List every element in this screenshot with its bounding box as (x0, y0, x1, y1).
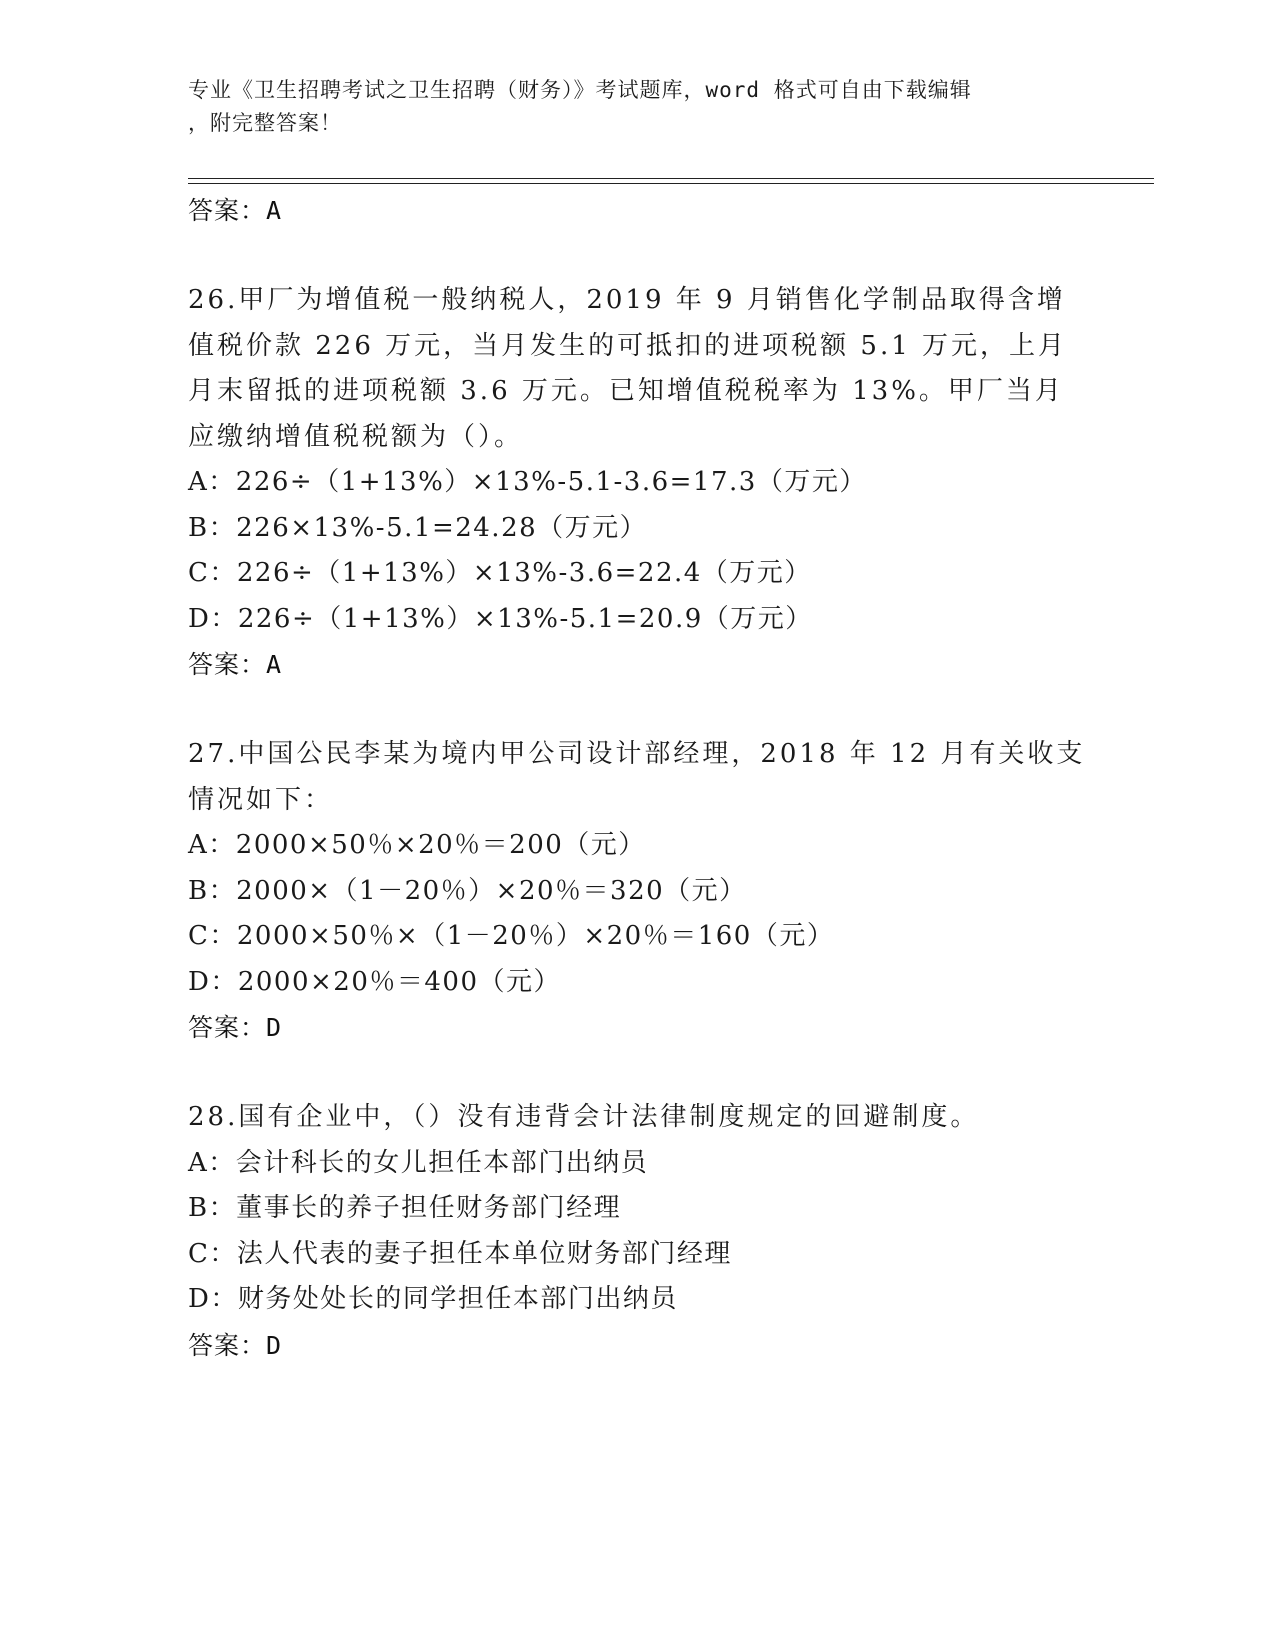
question-28 (188, 1095, 1088, 1369)
option-c: C：法人代表的妻子担任本单位财务部门经理 (188, 1238, 732, 1269)
answer-line: 答案：A (188, 650, 283, 679)
question-list (188, 188, 1088, 1369)
spacer (188, 688, 1088, 732)
option-a: A：2000×50％×20％＝200（元） (188, 830, 646, 860)
option-d: D：226÷（1+13%）×13%-5.1=20.9（万元） (188, 603, 813, 634)
question-text: 26.甲厂为增值税一般纳税人，2019 年 9 月销售化学制品取得含增值税价款 226 万元，当月发生的可抵扣的进项税额 5.1 万元，上月月末留抵的进项税额 3.6 万元。已知增值税税率为 13%。甲厂当月应缴纳增值税税额为（）。 (188, 285, 1068, 452)
answer-line: 答案：D (188, 1013, 283, 1042)
header-rule-top (188, 178, 1154, 179)
answer-line: 答案：D (188, 1330, 283, 1360)
header-rule-bottom (188, 183, 1154, 184)
option-b: B：226×13%-5.1=24.28（万元） (188, 512, 648, 543)
option-a: A：会计科长的女儿担任本部门出纳员 (188, 1147, 649, 1178)
header-line-1: 专业《卫生招聘考试之卫生招聘（财务）》考试题库，word 格式可自由下载编辑 (188, 78, 972, 102)
option-a: A：226÷（1+13%）×13%-5.1-3.6=17.3（万元） (188, 467, 867, 497)
option-b: B：董事长的养子担任财务部门经理 (188, 1193, 622, 1223)
spacer (188, 234, 1088, 278)
document-header (188, 74, 1068, 140)
option-d: D：2000×20％＝400（元） (188, 966, 562, 997)
option-b: B：2000×（1－20％）×20％＝320（元） (188, 875, 747, 906)
question-text: 27.中国公民李某为境内甲公司设计部经理，2018 年 12 月有关收支情况如下： (188, 739, 1086, 815)
header-line-2: ，附完整答案！ (188, 111, 342, 135)
spacer (188, 1051, 1088, 1095)
option-d: D：财务处处长的同学担任本部门出纳员 (188, 1284, 678, 1314)
option-c: C：226÷（1+13%）×13%-3.6=22.4（万元） (188, 558, 812, 588)
question-26 (188, 278, 1088, 688)
question-text: 28.国有企业中，（）没有违背会计法律制度规定的回避制度。 (188, 1102, 980, 1132)
option-c: C：2000×50％×（1－20％）×20％＝160（元） (188, 921, 835, 951)
previous-answer: 答案：A (188, 196, 283, 225)
question-27 (188, 732, 1088, 1051)
